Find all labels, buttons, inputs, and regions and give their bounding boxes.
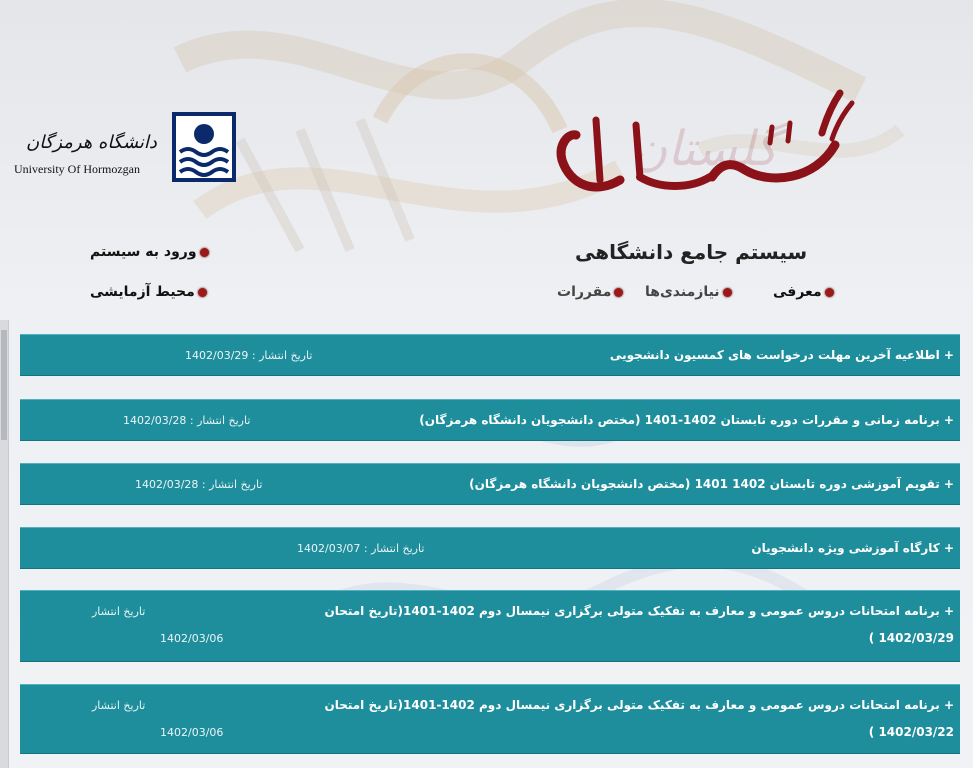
pub-label: تاریخ انتشار :	[201, 478, 263, 491]
bullet-icon	[723, 288, 732, 297]
university-name-fa: دانشگاه هرمزگان	[26, 132, 157, 153]
news-title[interactable]: + کارگاه آموزشی ویژه دانشجویان	[751, 541, 954, 555]
university-name-en: University Of Hormozgan	[14, 162, 140, 176]
link-intro[interactable]	[773, 284, 834, 300]
pub-label: تاریخ انتشار :	[251, 349, 313, 362]
link-login[interactable]	[90, 244, 209, 260]
brand-text: گلستان	[632, 121, 778, 177]
link-regulations[interactable]	[557, 284, 623, 300]
news-title[interactable]: + برنامه امتحانات دروس عمومی و معارف به تفکیک متولی برگزاری نیمسال دوم 1402-1401(تاریخ امتحان	[324, 698, 954, 712]
golestan-logo	[540, 85, 870, 205]
university-emblem-icon	[172, 112, 236, 184]
news-pub-date: 1402/03/06	[160, 726, 224, 739]
news-item[interactable]	[20, 684, 960, 754]
news-item[interactable]	[20, 527, 960, 569]
scroll-thumb[interactable]	[1, 330, 7, 440]
link-login-label: ورود به سیستم	[90, 244, 197, 260]
pub-date: 1402/03/28	[135, 478, 199, 491]
pub-label: تاریخ انتشار :	[189, 414, 251, 427]
university-logo	[8, 112, 238, 184]
news-pub-date: 1402/03/06	[160, 632, 224, 645]
news-title-continued[interactable]: 1402/03/29 )	[868, 631, 954, 645]
news-item[interactable]	[20, 463, 960, 505]
news-item[interactable]	[20, 334, 960, 376]
news-pub-date	[297, 542, 424, 555]
news-pub-label: تاریخ انتشار	[92, 699, 146, 712]
news-pub-date	[135, 478, 262, 491]
link-intro-label: معرفی	[773, 284, 822, 300]
left-scrollbar[interactable]	[0, 320, 9, 768]
link-test-label: محیط آزمایشی	[90, 284, 195, 300]
news-title[interactable]: + اطلاعیه آخرین مهلت درخواست های کمسیون دانشجویی	[609, 348, 954, 362]
link-requirements-label: نیازمندی‌ها	[645, 284, 720, 300]
bullet-icon	[825, 288, 834, 297]
news-title[interactable]: + برنامه امتحانات دروس عمومی و معارف به تفکیک متولی برگزاری نیمسال دوم 1402-1401(تاریخ امتحان	[324, 604, 954, 618]
news-title-continued[interactable]: 1402/03/22 )	[868, 725, 954, 739]
news-title[interactable]: + برنامه زمانی و مقررات دوره تابستان 1402-1401 (مختص دانشجویان دانشگاه هرمزگان)	[419, 413, 954, 427]
pub-date: 1402/03/28	[123, 414, 187, 427]
pub-date: 1402/03/07	[297, 542, 361, 555]
bullet-icon	[200, 248, 209, 257]
pub-date: 1402/03/29	[185, 349, 249, 362]
tagline: سیستم جامع دانشگاهی	[575, 240, 808, 264]
bullet-icon	[198, 288, 207, 297]
link-regulations-label: مقررات	[557, 284, 612, 300]
news-pub-date	[185, 349, 312, 362]
golestan-calligraphy-icon	[540, 85, 870, 205]
news-item[interactable]	[20, 399, 960, 441]
pub-label: تاریخ انتشار :	[363, 542, 425, 555]
news-pub-label: تاریخ انتشار	[92, 605, 146, 618]
bullet-icon	[614, 288, 623, 297]
news-item[interactable]	[20, 590, 960, 662]
news-pub-date	[123, 414, 250, 427]
news-title[interactable]: + تقویم آموزشی دوره تابستان 1402 1401 (مختص دانشجویان دانشگاه هرمزگان)	[469, 477, 954, 491]
link-test-environment[interactable]	[90, 284, 207, 300]
link-requirements[interactable]	[645, 284, 732, 300]
